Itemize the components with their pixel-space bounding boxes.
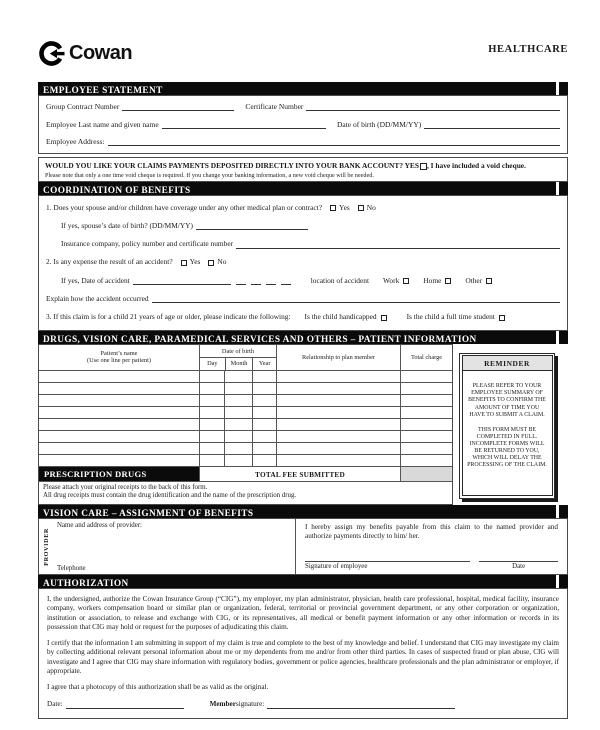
other-label: Other [465,275,483,285]
question-2-text: 2. Is any expense the result of an accident? [46,257,173,267]
certificate-label: Certificate Number [245,102,304,111]
patient-table-cell[interactable] [224,455,252,466]
section-header-authorization [38,575,568,588]
patient-table-cell[interactable] [224,419,252,430]
reminder-inner [462,355,553,496]
form-row [46,137,560,146]
employee-signature-field[interactable] [305,561,470,570]
patient-table-cell[interactable] [224,383,252,394]
reminder-column [453,344,568,505]
patient-table-row[interactable] [39,419,452,431]
band-end-decoration [556,505,559,518]
insurance-label: Insurance company, policy number and certificate number [61,239,234,249]
patient-table [38,344,453,505]
group-contract-label: Group Contract Number [46,102,120,111]
employee-address-input-line[interactable] [108,138,560,146]
patient-table-row[interactable] [39,431,452,443]
patient-table-cell[interactable] [400,443,452,454]
patient-table-cell[interactable] [199,455,224,466]
patient-table-cell[interactable] [276,395,400,406]
patient-table-cell[interactable] [400,407,452,418]
dob-header: Date of birth [200,345,276,358]
circular-arrows-icon [38,40,65,67]
certificate-input-line[interactable] [306,103,560,111]
section-title: EMPLOYEE STATEMENT [43,86,163,96]
year-header: Year [252,358,276,370]
insurance-input-line[interactable] [236,241,560,249]
dob-input-line[interactable] [424,121,560,129]
reminder-body [463,371,552,481]
provider-name-label: Name and address of provider: [57,521,142,529]
authorization-paragraph-3: I agree that a photocopy of this authorization shall be as valid as the original. [47,683,269,692]
patient-table-cell[interactable] [400,431,452,442]
patient-table-row[interactable] [39,455,452,467]
q1-yes-label: Yes [339,202,350,212]
spacer [305,541,558,561]
patient-table-cell[interactable] [39,371,199,382]
patient-table-cell[interactable] [400,455,452,466]
patient-table-cell[interactable] [224,431,252,442]
patient-table-cell[interactable] [400,419,452,430]
column-patient-name [39,345,199,370]
patient-table-cell[interactable] [224,407,252,418]
accident-date-row [61,276,560,286]
patient-table-cell[interactable] [276,419,400,430]
band-end-decoration [556,331,559,344]
patient-table-cell[interactable] [39,443,199,454]
accident-date-segment-line[interactable] [236,277,246,285]
assignment-cell [296,519,567,574]
patient-table-cell[interactable] [199,371,224,382]
provider-strip [39,519,53,574]
patient-table-cell[interactable] [199,395,224,406]
auth-date-label: Date: [47,699,63,708]
other-checkbox[interactable] [486,278,492,284]
patient-table-cell[interactable] [224,371,252,382]
accident-date-label: If yes, Date of accident [61,275,130,285]
patient-table-cell[interactable] [252,431,276,442]
patient-table-cell[interactable] [252,443,276,454]
patient-table-header [39,345,452,371]
bank-question-suffix: , I have included a void cheque. [426,161,526,170]
bank-deposit-note: Please note that only a one time void cheque is required. If you change your banking information, a new void cheque will be needed. [45,171,374,179]
prescription-notes [39,482,452,504]
authorization-paragraph-2: I certify that the information I am submitting in support of my claim is true and complete to the best of my knowledge and belief. I understand that CIG may investigate my claim by collecting additional relevant personal information about me or my dependents from me and/or from other third parties. In cases of suspected fraud or plan abuse, CIG will investigate and I agree that CIG may share information with regulatory bodies, government or police agencies, healthcare professionals and the plan administrator or employer, if appropriate. [47,639,559,676]
reminder-paragraph-1: PLEASE REFER TO YOUR EMPLOYEE SUMMARY OF BENEFITS TO CONFIRM THE AMOUNT OF TIME YOU HAVE TO SUBMIT A CLAIM. [468,383,546,418]
dob-label: Date of birth (DD/MM/YY) [336,119,422,129]
employee-address-label: Employee Address: [46,137,105,146]
patient-table-cell[interactable] [252,371,276,382]
band-end-decoration [556,82,559,95]
explain-accident-row [46,294,560,304]
insurance-row [61,239,560,249]
bank-question-text: WOULD YOU LIKE YOUR CLAIMS PAYMENTS DEPOSITED DIRECTLY INTO YOUR BANK ACCOUNT? YES [45,161,419,170]
total-fee-input-cell[interactable] [400,467,452,481]
authorization-paragraph-1: I, the undersigned, authorize the Cowan Insurance Group (“CIG”), my employer, my plan administrator, physician, health care professional, hospital, medical facility, insurance company, workers compensation board or similar plan or organization, federal, territorial or provincial government department, or any other corporation or organization, institution or association, to release and exchange with CIG, or its representatives, all medical or benefit payment information or any other information or records in its possession that CIG may hold or request for the purposes of adjudicating this claim. [47,594,559,631]
prescription-drugs-row [39,467,452,482]
signature-date-label: Date [512,562,526,570]
member-signature-input-line[interactable] [267,701,455,709]
q1-no-checkbox[interactable] [358,205,364,211]
relationship-header: Relationship to plan member [276,345,400,370]
question-1-row [46,203,560,213]
accident-date-input-line[interactable] [133,277,231,285]
section-title: VISION CARE – ASSIGNMENT OF BENEFITS [43,508,254,519]
work-checkbox[interactable] [403,278,409,284]
patient-table-cell[interactable] [199,383,224,394]
product-title: HEALTHCARE [488,44,568,55]
explain-accident-input-line[interactable] [152,295,560,303]
patient-table-cell[interactable] [39,407,199,418]
patient-table-cell[interactable] [276,443,400,454]
question-3-row [46,312,560,322]
group-contract-input-line[interactable] [122,103,234,111]
spouse-dob-input-line[interactable] [196,222,308,230]
handicapped-checkbox[interactable] [381,315,387,321]
month-header: Month [225,358,253,370]
patient-table-cell[interactable] [252,383,276,394]
authorization-box [38,588,568,719]
patient-table-row[interactable] [39,443,452,455]
student-checkbox[interactable] [499,315,505,321]
authorization-signature-row [47,700,559,709]
question-2-row [46,257,560,267]
section-title: DRUGS, VISION CARE, PARAMEDICAL SERVICES AND OTHERS – PATIENT INFORMATION [43,334,477,345]
patient-table-cell[interactable] [252,407,276,418]
employee-signature-label: Signature of employee [305,562,368,570]
patient-table-cell[interactable] [252,419,276,430]
patient-table-cell[interactable] [199,431,224,442]
reminder-title: REMINDER [463,356,552,371]
question-1-text: 1. Does your spouse and/or children have coverage under any other medical plan or contract? [46,202,323,212]
home-label: Home [423,275,442,285]
signature-date-field[interactable] [479,561,558,570]
section-header-coordination [38,182,568,195]
page-header [38,40,568,74]
assignment-text: I hereby assign my benefits payable from this claim to the named provider and authorize payments directly to him/ her. [305,522,558,540]
patient-table-cell[interactable] [39,419,199,430]
auth-date-input-line[interactable] [66,701,184,709]
employee-name-input-line[interactable] [162,121,326,129]
q1-yes-checkbox[interactable] [330,205,336,211]
coordination-box [38,195,568,331]
patient-table-cell[interactable] [224,443,252,454]
patient-name-header: Patient’s name [100,349,138,357]
accident-location-label: location of accident [310,275,370,285]
patient-table-row[interactable] [39,407,452,419]
total-fee-label: TOTAL FEE SUBMITTED [199,467,400,481]
question-3-text: 3. If this claim is for a child 21 years of age or older, please indicate the following: [46,312,291,322]
explain-accident-label: Explain how the accident occurred [46,293,149,303]
patient-information-area [38,344,568,505]
patient-table-cell[interactable] [199,419,224,430]
signature-row [305,561,558,570]
patient-table-body [39,371,452,467]
handicapped-label: Is the child handicapped [304,312,377,322]
patient-table-cell[interactable] [199,407,224,418]
band-end-decoration [556,575,559,588]
patient-table-cell[interactable] [252,455,276,466]
patient-table-row[interactable] [39,371,452,383]
patient-table-cell[interactable] [199,443,224,454]
student-label: Is the child a full time student [406,312,495,322]
prescription-note-1: Please attach your original receipts to the back of this form. [43,483,208,491]
patient-table-cell[interactable] [276,371,400,382]
section-header-employee-statement [38,82,568,95]
patient-table-cell[interactable] [400,383,452,394]
q2-yes-checkbox[interactable] [181,260,187,266]
q2-no-label: No [217,257,227,267]
employee-name-label: Employee Last name and given name [46,119,159,129]
patient-table-cell[interactable] [39,431,199,442]
patient-table-row[interactable] [39,383,452,395]
vision-care-box [38,518,568,575]
patient-table-cell[interactable] [276,431,400,442]
provider-write-in-area[interactable] [57,529,291,565]
prescription-note-2: All drug receipts must contain the drug identification and the name of the prescription drug. [43,492,297,500]
section-title: AUTHORIZATION [43,578,129,589]
q1-no-label: No [366,202,376,212]
section-header-patient-information [38,331,568,344]
reminder-panel [459,353,555,499]
yes-checkbox[interactable] [420,163,427,170]
patient-table-cell[interactable] [276,383,400,394]
patient-table-cell[interactable] [39,395,199,406]
patient-table-row[interactable] [39,395,452,407]
day-header: Day [207,359,218,367]
patient-name-hint: (Use one line per patient) [87,357,151,365]
member-label: Member [209,699,236,708]
patient-table-cell[interactable] [400,395,452,406]
accident-date-segment-line[interactable] [281,277,291,285]
spouse-dob-row [61,221,560,231]
patient-table-cell[interactable] [252,395,276,406]
reminder-paragraph-2: THIS FORM MUST BE COMPLETED IN FULL. INCOMPLETE FORMS WILL BE RETURNED TO YOU, WHICH WILL DELAY THE PROCESSING OF THE CLAIM. [467,426,547,469]
patient-table-cell[interactable] [39,455,199,466]
member-signature-label: signature: [235,699,265,708]
section-title: COORDINATION OF BENEFITS [43,185,191,196]
work-label: Work [383,275,400,285]
bank-deposit-box [38,157,568,182]
form-row [46,120,560,129]
total-charge-header: Total charge [400,345,452,370]
spouse-dob-label: If yes, spouse’s date of birth? (DD/MM/YY) [61,220,193,230]
column-date-of-birth [199,345,276,370]
dob-subheaders [200,358,276,370]
cowan-logo [38,40,132,67]
patient-table-cell[interactable] [400,371,452,382]
band-end-decoration [556,182,559,195]
provider-details-cell [53,519,296,574]
provider-vertical-label: PROVIDER [42,527,50,566]
q2-no-checkbox[interactable] [208,260,214,266]
accident-date-segment-line[interactable] [266,277,276,285]
patient-table-cell[interactable] [224,395,252,406]
accident-date-segment-line[interactable] [251,277,261,285]
prescription-drugs-title: PRESCRIPTION DRUGS [39,467,199,481]
employee-statement-box [38,95,568,154]
patient-table-cell[interactable] [276,407,400,418]
patient-table-cell[interactable] [39,383,199,394]
bank-deposit-question [45,161,561,170]
patient-table-cell[interactable] [276,455,400,466]
brand-name: Cowan [69,42,133,64]
q2-yes-label: Yes [189,257,201,267]
telephone-label: Telephone [57,564,86,572]
home-checkbox[interactable] [445,278,451,284]
section-header-vision-care [38,505,568,518]
form-row [46,102,560,111]
